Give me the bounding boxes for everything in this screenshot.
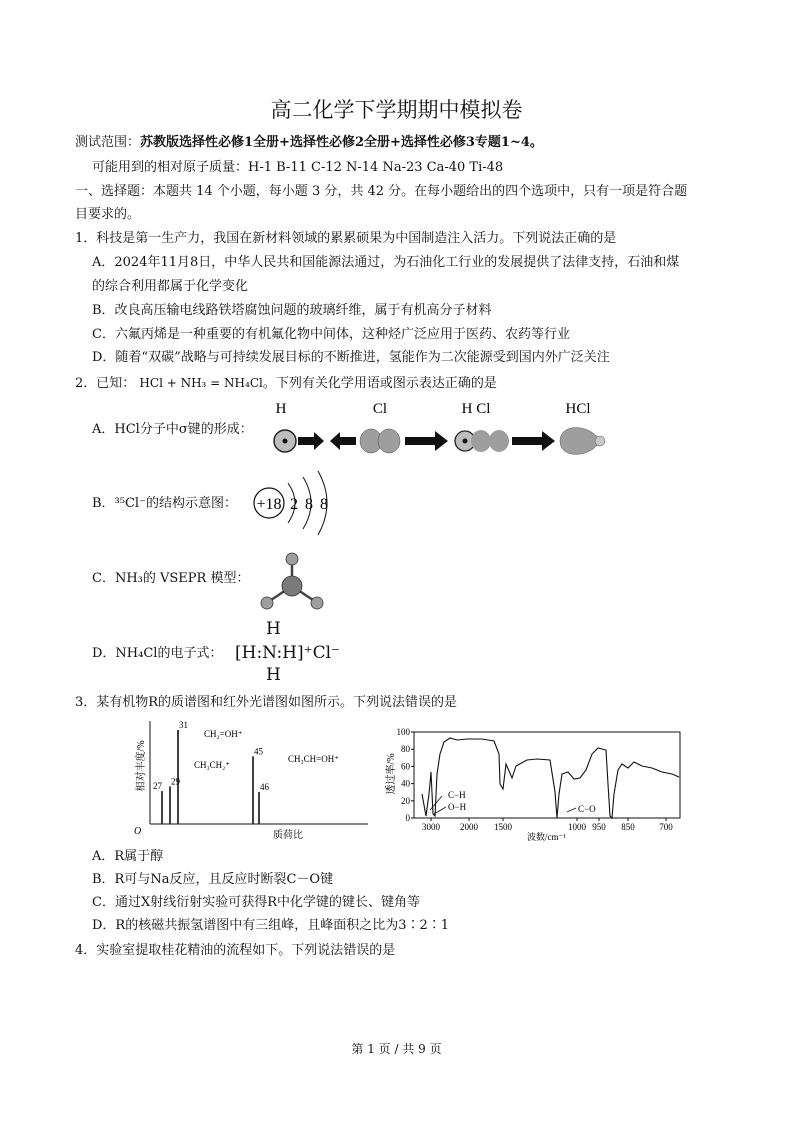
nucleus-charge: +18 [256,496,282,513]
ms-annotation-ch3choh: CH₃CH=OH⁺ [288,754,339,764]
orbital-overlap-icon [455,430,509,452]
q1-option-d: D．随着“双碳”战略与可持续发展目标的不断推进，氢能作为二次能源受到国内外广泛关注 [92,350,610,365]
atom-label-hcl: HCl [565,401,591,417]
ir-annotation-co: C−O [578,804,596,814]
arrow-left-icon [330,432,356,450]
vsepr-model-diagram [256,550,331,612]
ms-annotation-ch2oh: CH₂=OH⁺ [204,729,243,739]
ir-annotation-oh: O−H [448,802,467,812]
electron-formula-top-h: H [266,619,281,639]
ir-ytick-label-0: 0 [405,813,410,823]
ir-ylabel: 透过率/% [386,753,397,795]
ms-xlabel: 质荷比 [273,830,303,841]
q2-option-c-label: C．NH₃的 VSEPR 模型： [92,571,250,586]
ir-xtick-label-850: 850 [621,822,635,832]
ir-annotation-ch: C−H [448,790,466,800]
q3-option-c: C．通过X射线衍射实验可获得R中化学键的键长、键角等 [92,895,420,910]
mass-spectrum-chart [128,716,378,844]
ms-ylabel: 相对丰度/% [136,740,147,792]
ir-ytick-label-60: 60 [401,761,410,772]
ms-peak-label-46: 46 [260,782,269,793]
q2-option-a-label: A．HCl分子中σ键的形成： [92,422,253,437]
q3-option-d: D．R的核磁共振氢谱图中有三组峰，且峰面积之比为3∶2∶1 [92,918,450,933]
shell-1-electrons: 2 [290,496,298,513]
ir-ytick-label-20: 20 [401,795,410,806]
page-title: 高二化学下学期期中模拟卷 [270,98,523,122]
q1-option-a-cont: 的综合利用都属于化学变化 [92,279,249,294]
ir-xtick-label-1500: 1500 [494,822,512,832]
arrow-right-icon [298,432,324,450]
ms-peak-label-31: 31 [179,720,188,730]
q1-option-b: B．改良高压输电线路铁塔腐蚀问题的玻璃纤维，属于有机高分子材料 [92,303,492,318]
atom-label-cl: Cl [372,401,388,417]
q3-option-a: A．R属于醇 [92,849,164,864]
q3-option-b: B．R可与Na反应，且反应时断裂C－O键 [92,872,334,887]
cl-p-orbital-icon [360,429,400,453]
q3-stem: 3．某有机物R的质谱图和红外光谱图如图所示。下列说法错误的是 [75,695,458,710]
atom-label-h: H [275,401,287,417]
ir-xtick-label-2000: 2000 [460,822,478,832]
ir-xtick-label-700: 700 [659,822,673,832]
electron-formula: [H:N:H]⁺Cl⁻ [235,643,341,663]
q2-stem-suffix: 。下列有关化学用语或图示表达正确的是 [262,376,497,391]
q1-option-c: C．六氟丙烯是一种重要的有机氟化物中间体，这种烃广泛应用于医药、农药等行业 [92,327,570,342]
shell-3-electrons: 8 [320,496,328,513]
ir-ytick-label-40: 40 [401,778,410,789]
section-instruction-line2: 目要求的。 [75,207,141,222]
q2-option-b-label: B．³⁵Cl⁻的结构示意图： [92,496,237,511]
arrow-right-icon [405,431,448,451]
ms-origin-label: O [134,826,142,837]
cl-ion-structure-diagram [252,465,342,540]
test-scope-content: 苏教版选择性必修1全册+选择性必修2全册+选择性必修3专题1~4。 [140,135,543,150]
ir-xtick-label-950: 950 [592,822,606,832]
test-scope-label: 测试范围： [75,135,141,150]
h-s-orbital-icon [274,430,296,452]
arrow-right-icon [512,431,555,451]
ms-annotation-ch3ch2: CH₃CH₂⁺ [194,760,231,770]
hcl-sigma-bond-icon [560,428,605,455]
ir-spectrum-chart [382,724,687,846]
page-footer: 第 1 页 / 共 9 页 [351,1042,442,1056]
atom-label-h-cl: H Cl [461,401,491,417]
ir-xtick-label-3000: 3000 [422,822,440,832]
sigma-bond-formation-diagram [260,395,610,460]
section-instruction-line1: 一、选择题：本题共 14 个小题，每小题 3 分，共 42 分。在每小题给出的四个选项中，只有一项是符合题 [75,184,688,199]
q1-stem: 1．科技是第一生产力，我国在新材料领域的累累硕果为中国制造注入活力。下列说法正确的是 [75,231,617,246]
q1-option-a: A．2024年11月8日，中华人民共和国能源法通过，为石油化工行业的发展提供了法律支持，石油和煤 [92,255,680,270]
ir-xtick-label-1000: 1000 [568,822,586,832]
electron-formula-bottom-h: H [266,665,281,685]
ms-peak-label-45: 45 [254,746,263,757]
q2-option-d-label: D．NH₄Cl的电子式： [92,646,223,661]
test-scope [75,134,543,152]
q4-stem: 4．实验室提取桂花精油的流程如下。下列说法错误的是 [75,943,396,958]
q2-stem-prefix: 2．已知： [75,376,136,391]
atomic-masses: 可能用到的相对原子质量：H-1 B-11 C-12 N-14 Na-23 Ca-40 Ti-48 [92,160,504,175]
q2-equation: HCl + NH₃ = NH₄Cl [139,376,263,390]
ir-ytick-label-80: 80 [401,744,410,755]
shell-2-electrons: 8 [305,496,313,513]
ms-peak-label-29: 29 [171,776,180,787]
ms-peak-label-27: 27 [153,781,162,792]
q2-stem [75,374,497,393]
ir-xlabel: 波数/cm⁻¹ [527,832,566,842]
ir-ytick-label-100: 100 [396,727,410,737]
